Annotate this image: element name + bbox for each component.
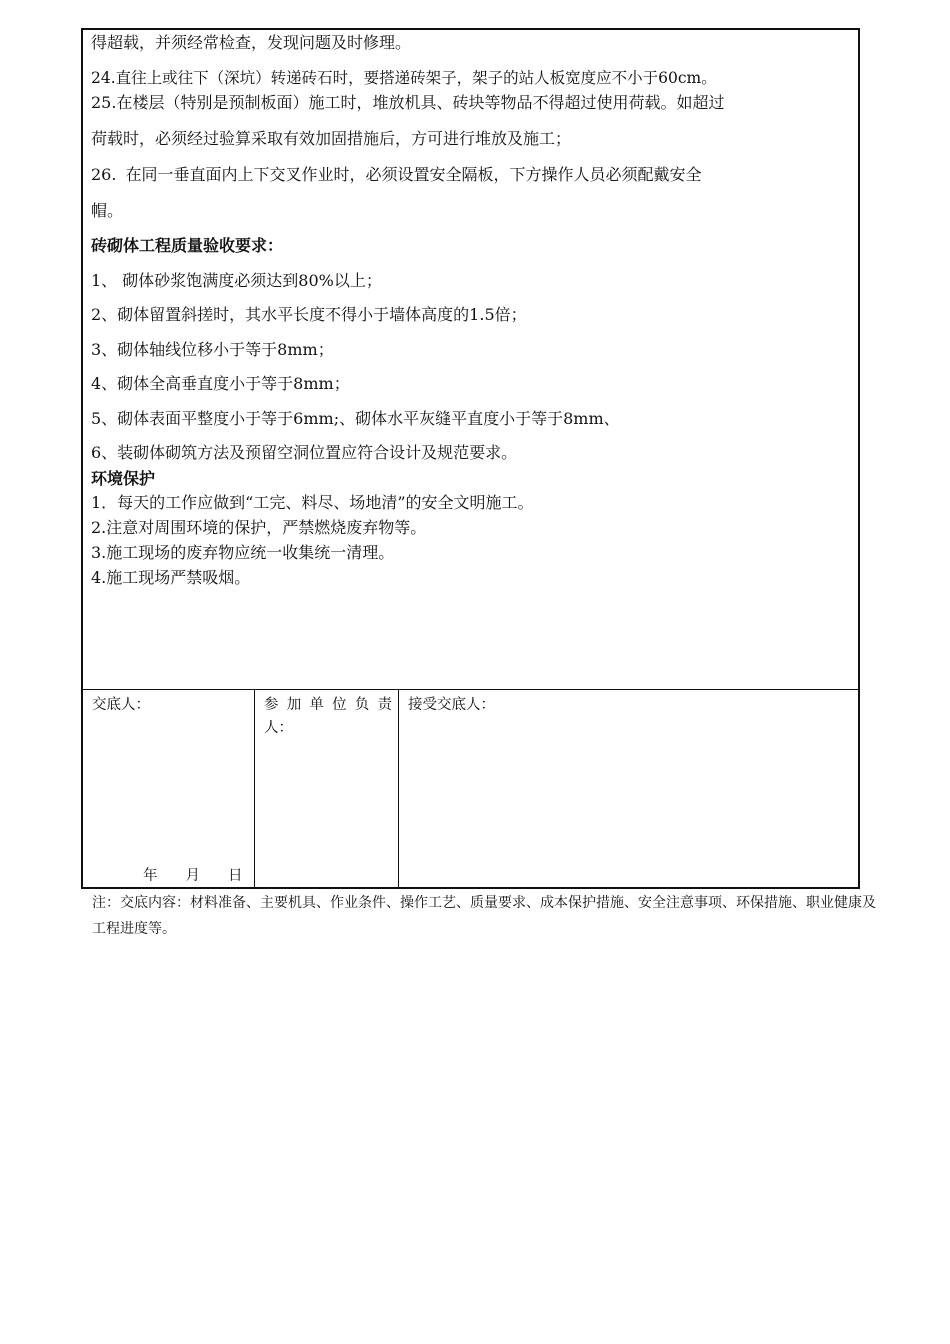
quality-item: 5、砌体表面平整度小于等于6mm;、砌体水平灰缝平直度小于等于8mm、 (91, 409, 620, 428)
body-line: 荷载时，必须经过验算采取有效加固措施后，方可进行堆放及施工； (91, 129, 572, 148)
date-year: 年 (143, 868, 158, 884)
participant-label-cont: 人： (264, 720, 293, 736)
quality-heading: 砖砌体工程质量验收要求： (91, 236, 284, 255)
body-line: 24.直往上或往下（深坑）转递砖石时，要搭递砖架子，架子的站人板宽度应不小于60cm。 (91, 69, 717, 87)
body-line: 26. 在同一垂直面内上下交叉作业时，必须设置安全隔板，下方操作人员必须配戴安全 (91, 165, 702, 184)
discloser-cell[interactable] (83, 690, 255, 889)
footnote: 注：交底内容：材料准备、主要机具、作业条件、操作工艺、质量要求、成本保护措施、安全注意事项、环保措施、职业健康及工程进度等。 (92, 895, 876, 937)
participant-cell[interactable] (255, 690, 399, 889)
quality-item: 6、装砌体砌筑方法及预留空洞位置应符合设计及规范要求。 (91, 443, 518, 462)
body-line: 得超载，并须经常检查，发现问题及时修理。 (91, 33, 412, 52)
disclosure-table (81, 28, 860, 889)
receiver-cell[interactable] (399, 690, 858, 889)
environment-item: 2.注意对周围环境的保护，严禁燃烧废弃物等。 (91, 518, 427, 537)
signature-date (143, 864, 243, 885)
quality-item: 1、 砌体砂浆饱满度必须达到80%以上； (91, 271, 382, 290)
quality-item: 4、砌体全高垂直度小于等于8mm； (91, 374, 350, 393)
environment-item: 4.施工现场严禁吸烟。 (91, 568, 251, 587)
body-line: 25.在楼层（特别是预制板面）施工时，堆放机具、砖块等物品不得超过使用荷载。如超过 (91, 93, 725, 112)
environment-item: 1．每天的工作应做到“工完、料尽、场地清”的安全文明施工。 (91, 493, 534, 512)
quality-item: 3、砌体轴线位移小于等于8mm； (91, 340, 334, 359)
disclosure-content (83, 30, 858, 690)
quality-item: 2、砌体留置斜搓时，其水平长度不得小于墙体高度的1.5倍； (91, 305, 527, 324)
body-line: 帽。 (91, 201, 124, 220)
date-month: 月 (185, 868, 200, 884)
participant-label: 参加单位负责 (264, 697, 392, 713)
receiver-label: 接受交底人： (408, 697, 495, 713)
environment-heading: 环境保护 (91, 469, 156, 488)
date-day: 日 (228, 868, 243, 884)
discloser-label: 交底人： (92, 697, 150, 713)
environment-item: 3.施工现场的废弃物应统一收集统一清理。 (91, 543, 395, 562)
